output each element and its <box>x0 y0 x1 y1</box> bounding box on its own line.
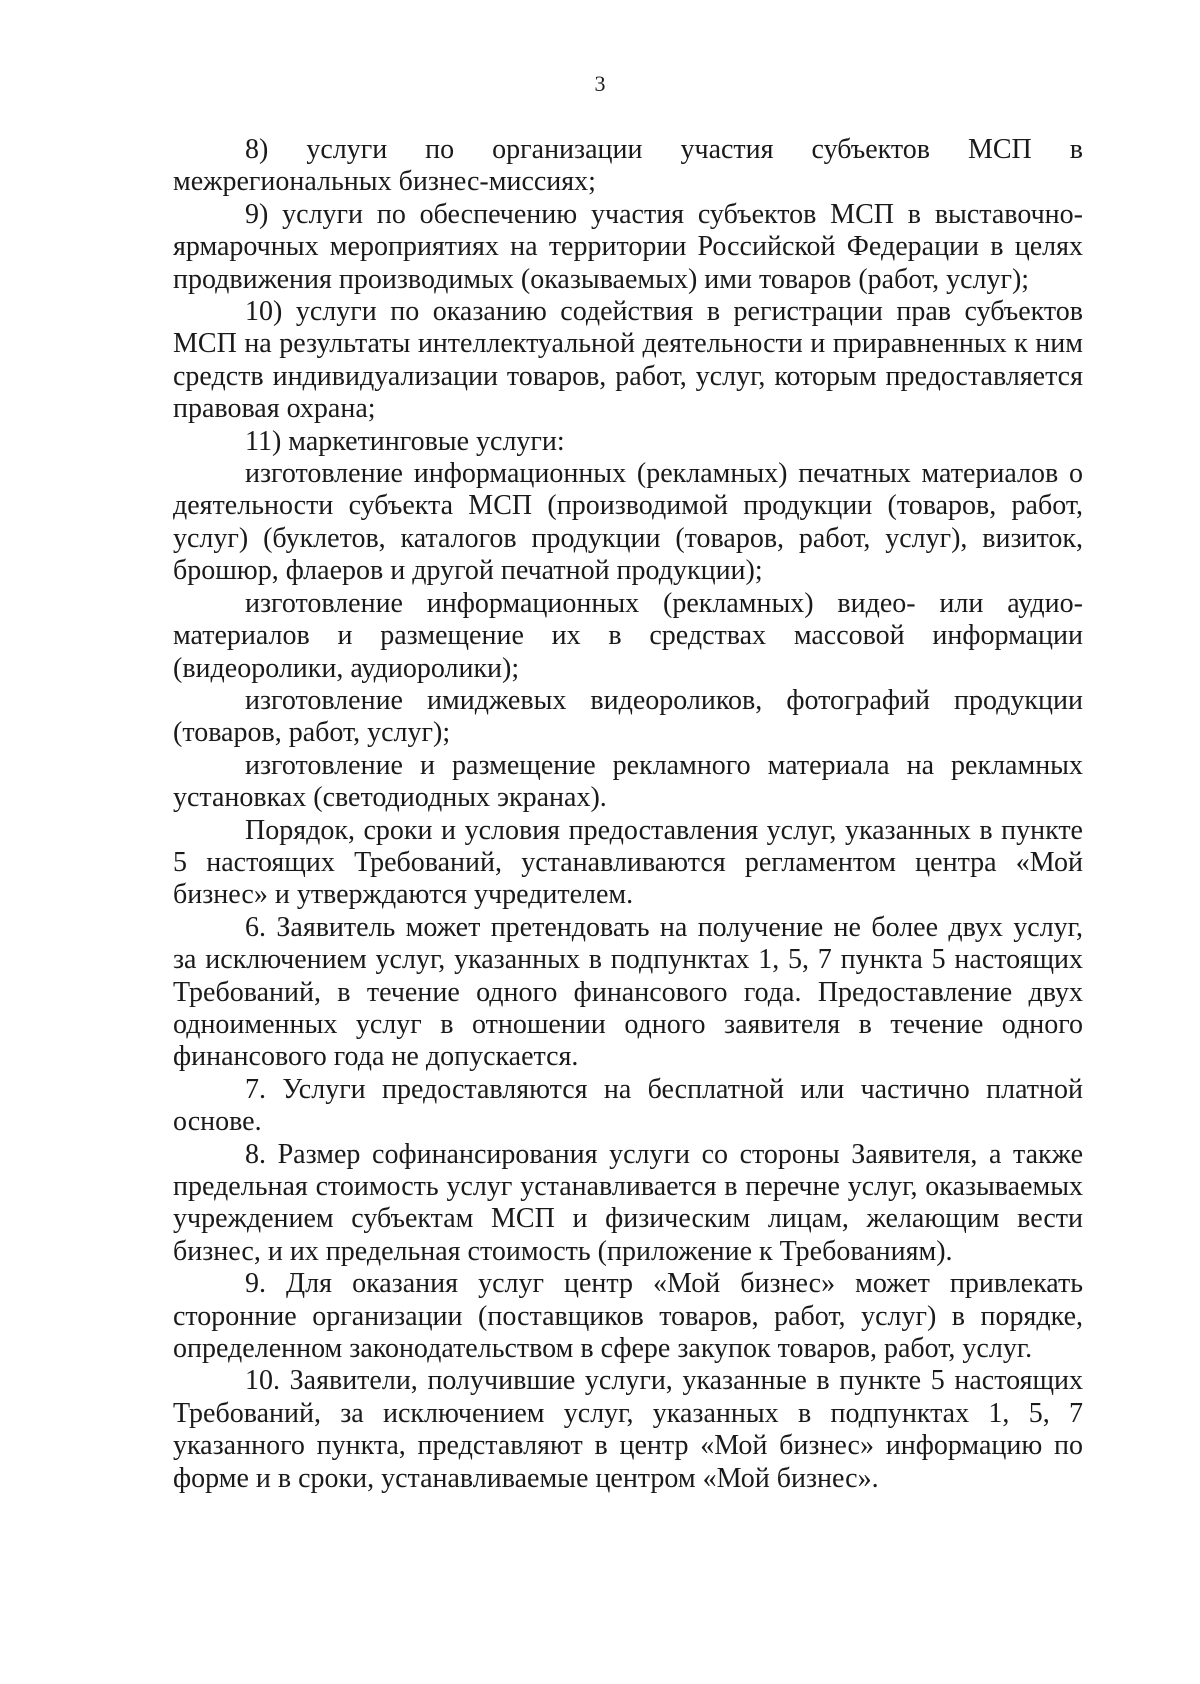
document-body <box>173 134 1083 1495</box>
paragraph-clause-9: 9. Для оказания услуг центр «Мой бизнес» может привлекать сторонние организации (поставщиков товаров, работ, услуг) в порядке, определенном законодательством в сфере закупок товаров, работ, услуг. <box>173 1268 1083 1365</box>
paragraph-marketing-printed: изготовление информационных (рекламных) печатных материалов о деятельности субъекта МСП (производимой продукции (товаров, работ, услуг) (буклетов, каталогов продукции (товаров, работ, услуг), визиток, брошюр, флаеров и другой печатной продукции); <box>173 458 1083 587</box>
page-number: 3 <box>594 71 606 96</box>
paragraph-marketing-led: изготовление и размещение рекламного материала на рекламных установках (светодиодных экранах). <box>173 749 1083 814</box>
paragraph-clause-8: 8. Размер софинансирования услуги со стороны Заявителя, а также предельная стоимость услуг устанавливается в перечне услуг, оказываемых учреждением субъектам МСП и физическим лицам, желающим вести бизнес, и их предельная стоимость (приложение к Требованиям). <box>173 1138 1083 1267</box>
paragraph-clause-7: 7. Услуги предоставляются на бесплатной или частично платной основе. <box>173 1073 1083 1138</box>
paragraph-clause-10: 10. Заявители, получившие услуги, указанные в пункте 5 настоящих Требований, за исключением услуг, указанных в подпунктах 1, 5, 7 указанного пункта, представляют в центр «Мой бизнес» информацию по форме и в сроки, устанавливаемые центром «Мой бизнес». <box>173 1365 1083 1494</box>
paragraph-item-8: 8) услуги по организации участия субъектов МСП в межрегиональных бизнес-миссиях; <box>173 134 1083 198</box>
paragraph-procedure: Порядок, сроки и условия предоставления услуг, указанных в пункте 5 настоящих Требований, устанавливаются регламентом центра «Мой бизнес» и утверждаются учредителем. <box>173 814 1083 911</box>
paragraph-marketing-image-videos: изготовление имиджевых видеороликов, фотографий продукции (товаров, работ, услуг); <box>173 684 1083 749</box>
paragraph-clause-6: 6. Заявитель может претендовать на получение не более двух услуг, за исключением услуг, указанных в подпунктах 1, 5, 7 пункта 5 настоящих Требований, в течение одного финансового года. Предоставление двух одноименных услуг в отношении одного заявителя в течение одного финансового года не допускается. <box>173 911 1083 1073</box>
paragraph-item-11: 11) маркетинговые услуги: <box>245 425 565 457</box>
paragraph-item-10: 10) услуги по оказанию содействия в регистрации прав субъектов МСП на результаты интеллектуальной деятельности и приравненных к ним средств индивидуализации товаров, работ, услуг, которым предоставляется правовая охрана; <box>173 296 1083 425</box>
paragraph-marketing-video-audio: изготовление информационных (рекламных) видео- или аудио-материалов и размещение их в средствах массовой информации (видеоролики, аудиоролики); <box>173 587 1083 684</box>
paragraph-item-9: 9) услуги по обеспечению участия субъектов МСП в выставочно-ярмарочных мероприятиях на территории Российской Федерации в целях продвижения производимых (оказываемых) ими товаров (работ, услуг); <box>173 198 1083 295</box>
